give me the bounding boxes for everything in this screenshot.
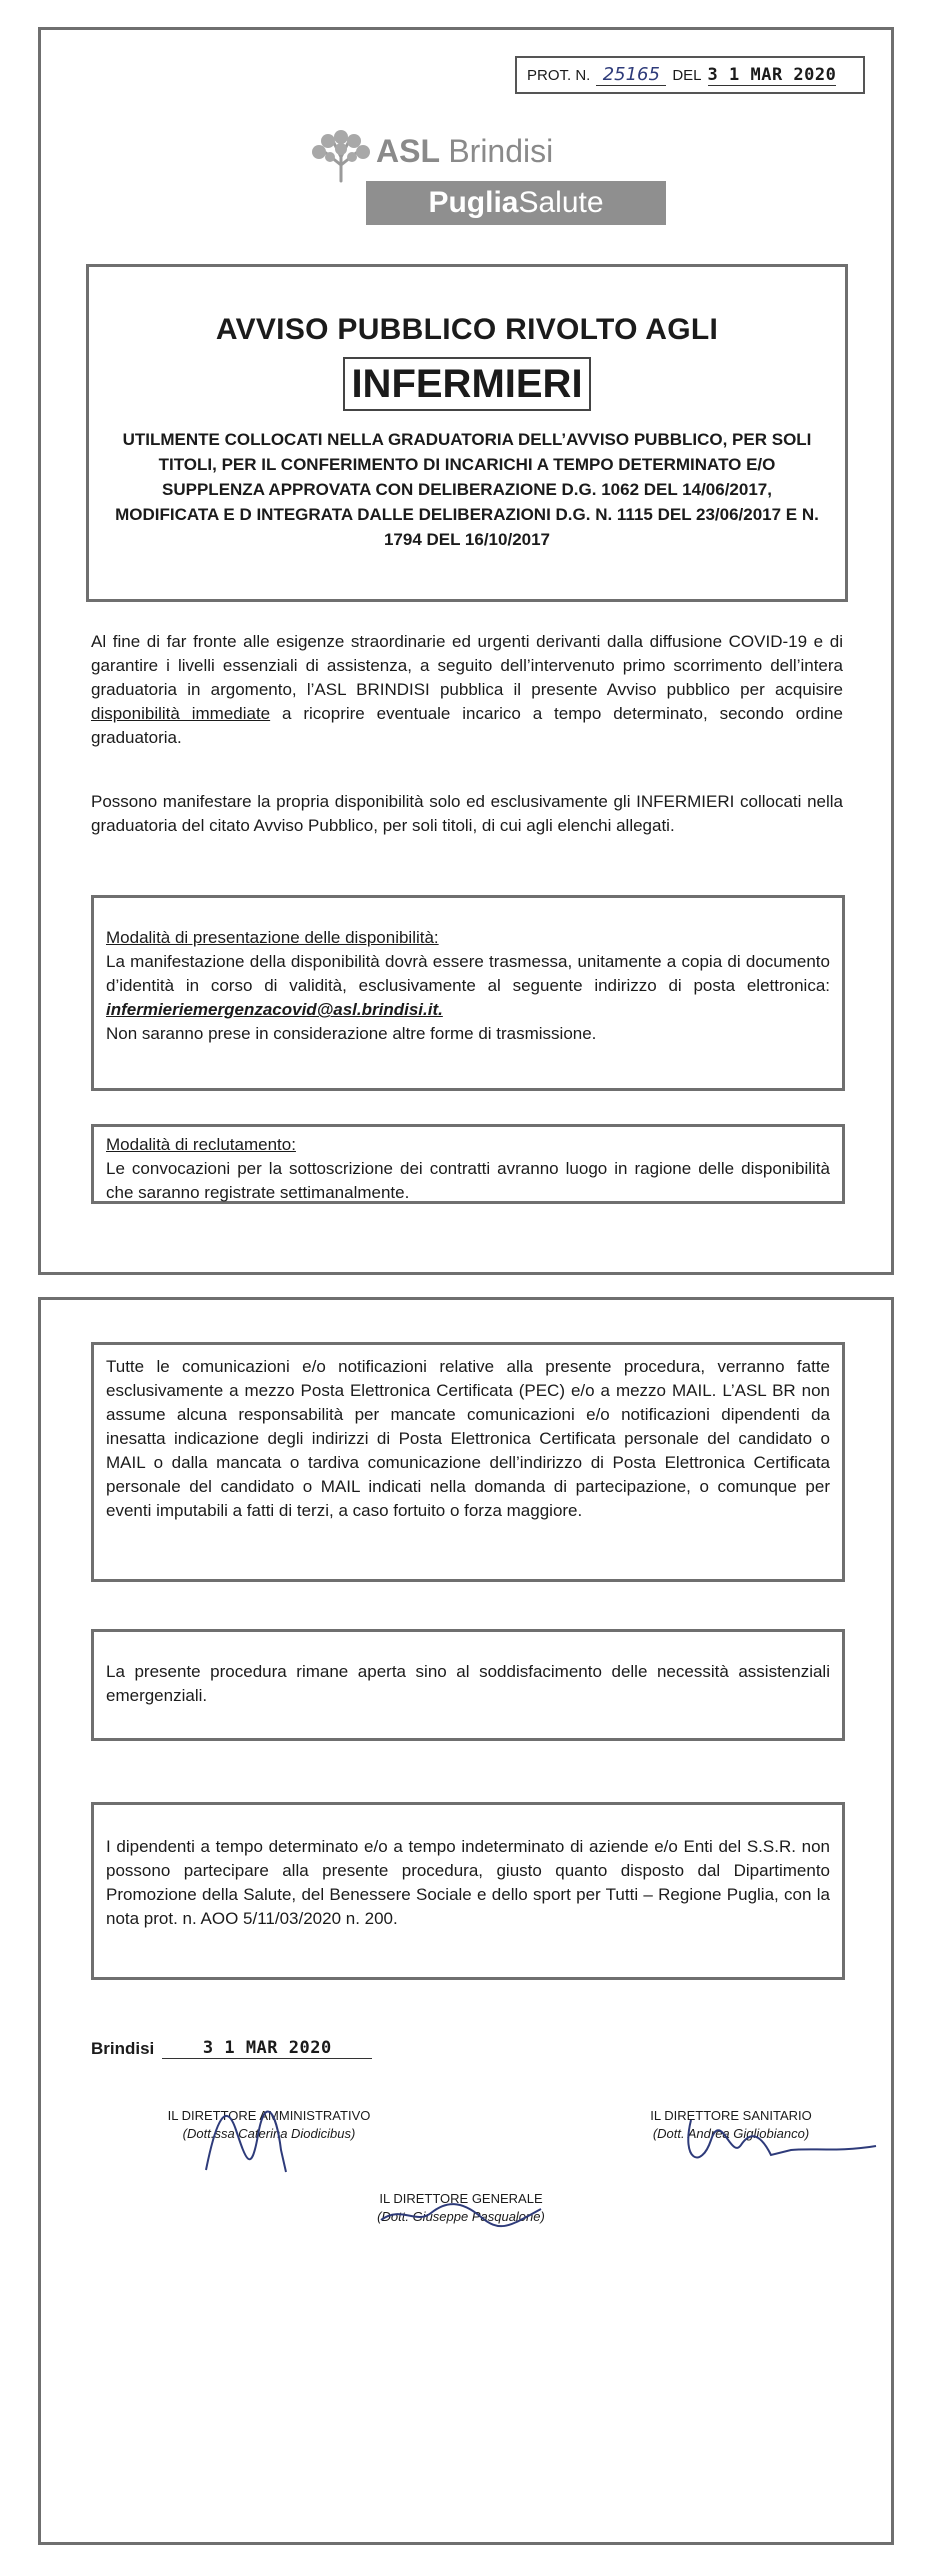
- prot-date-stamp: 3 1 MAR 2020: [707, 64, 837, 85]
- del-label: DEL: [672, 66, 702, 84]
- footer-date-stamp: 3 1 MAR 2020: [162, 2038, 372, 2059]
- prot-label: PROT. N.: [527, 66, 591, 84]
- title-infermieri: INFERMIERI: [343, 357, 590, 411]
- signature-name: (Dott. Giuseppe Pasqualone): [377, 2209, 545, 2224]
- signature-name: (Dott. Andrea Gigliobianco): [652, 2126, 810, 2141]
- submission-heading: Modalità di presentazione delle disponibilità:: [106, 928, 439, 947]
- submission-note: Non saranno prese in considerazione altre forme di trasmissione.: [106, 1024, 597, 1043]
- signature-director-general: [311, 2190, 611, 2226]
- signature-director-administrative: [119, 2107, 419, 2143]
- logo-bar: Puglia Salute: [366, 181, 666, 225]
- communications-box: Tutte le comunicazioni e/o notificazioni relative alla presente procedura, verranno fatte esclusivamente a mezzo Posta Elettronica Certificata (PEC) e/o a mezzo MAIL. L’ASL BR non assume alcuna responsabilità per mancate comunicazioni e/o notificazioni dipendenti da inesatta indicazione degli indirizzi di Posta Elettronica Certificata personale del candidato o MAIL o dalla mancata o tardiva comunicazione dell’indirizzo di Posta Elettronica Certificata personale del candidato o MAIL indicati nella domanda di partecipazione, o comunque per eventi imputabili a fatti di terzi, a caso fortuito o forza maggiore.: [91, 1342, 845, 1582]
- asl-logo: [276, 125, 666, 235]
- eligibility-paragraph: Possono manifestare la propria disponibilità solo ed esclusivamente gli INFERMIERI collocati nella graduatoria del citato Avviso Pubblico, per soli titoli, di cui agli elenchi allegati.: [91, 792, 843, 835]
- logo-brand: ASL Brindisi: [376, 133, 554, 169]
- submission-email-link[interactable]: infermieriemergenzacovid@asl.brindisi.it.: [106, 1000, 443, 1019]
- document-page-2: [38, 1297, 894, 2545]
- exclusion-box: I dipendenti a tempo determinato e/o a tempo indeterminato di aziende e/o Enti del S.S.R. non possono partecipare alla presente procedura, giusto quanto disposto dal Dipartimento Promozione della Salute, del Benessere Sociale e dello sport per Tutti – Regione Puglia, con la nota prot. n. AOO 5/11/03/2020 n. 200.: [91, 1802, 845, 1980]
- place-label: Brindisi: [91, 2039, 155, 2058]
- recruitment-box: [91, 1124, 845, 1204]
- signature-role: IL DIRETTORE GENERALE: [379, 2191, 543, 2206]
- title-subtitle: UTILMENTE COLLOCATI NELLA GRADUATORIA DELL’AVVISO PUBBLICO, PER SOLI TITOLI, PER IL CONFERIMENTO DI INCARICHI A TEMPO DETERMINATO E/O SUPPLENZA APPROVATA CON DELIBERAZIONE D.G. 1062 DEL 14/06/2017, MODIFICATA E D INTEGRATA DALLE DELIBERAZIONI D.G. N. 1115 DEL 23/06/2017 E N. 1794 DEL 16/10/2017: [115, 430, 819, 549]
- signature-director-health: [591, 2107, 871, 2143]
- signature-role: IL DIRETTORE SANITARIO: [650, 2108, 812, 2123]
- procedure-open-box: La presente procedura rimane aperta sino al soddisfacimento delle necessità assistenziali emergenziali.: [91, 1629, 845, 1741]
- tree-icon: [306, 127, 376, 183]
- intro-paragraph: Al fine di far fronte alle esigenze straordinarie ed urgenti derivanti dalla diffusione COVID-19 e di garantire i livelli essenziali di assistenza, a seguito dell’intervenuto primo scorrimento dell’intera graduatoria in argomento, l’ASL BRINDISI pubblica il presente Avviso pubblico per acquisire disponibilità immediate a ricoprire eventuale incarico a tempo determinato, secondo ordine graduatoria.: [91, 632, 843, 747]
- immediate-availability: disponibilità immediate: [91, 704, 271, 723]
- submission-box: [91, 895, 845, 1091]
- protocol-box: [515, 56, 865, 94]
- submission-text: La manifestazione della disponibilità dovrà essere trasmessa, unitamente a copia di documento d’identità in corso di validità, esclusivamente al seguente indirizzo di posta elettronica: infermieriemergenzacovid@asl.brindisi.it.: [106, 952, 830, 1019]
- recruitment-text: Le convocazioni per la sottoscrizione dei contratti avranno luogo in ragione delle disponibilità che saranno registrate settimanalmente.: [106, 1159, 830, 1202]
- document-page-1: [38, 27, 894, 1275]
- recruitment-heading: Modalità di reclutamento:: [106, 1135, 296, 1154]
- place-date: [91, 2038, 372, 2059]
- signature-name: (Dott.ssa Caterina Diodicibus): [182, 2126, 356, 2141]
- title-line-1: AVVISO PUBBLICO RIVOLTO AGLI: [215, 313, 719, 346]
- title-box: [86, 264, 848, 602]
- prot-number: 25165: [596, 64, 666, 86]
- signature-role: IL DIRETTORE AMMINISTRATIVO: [167, 2108, 371, 2123]
